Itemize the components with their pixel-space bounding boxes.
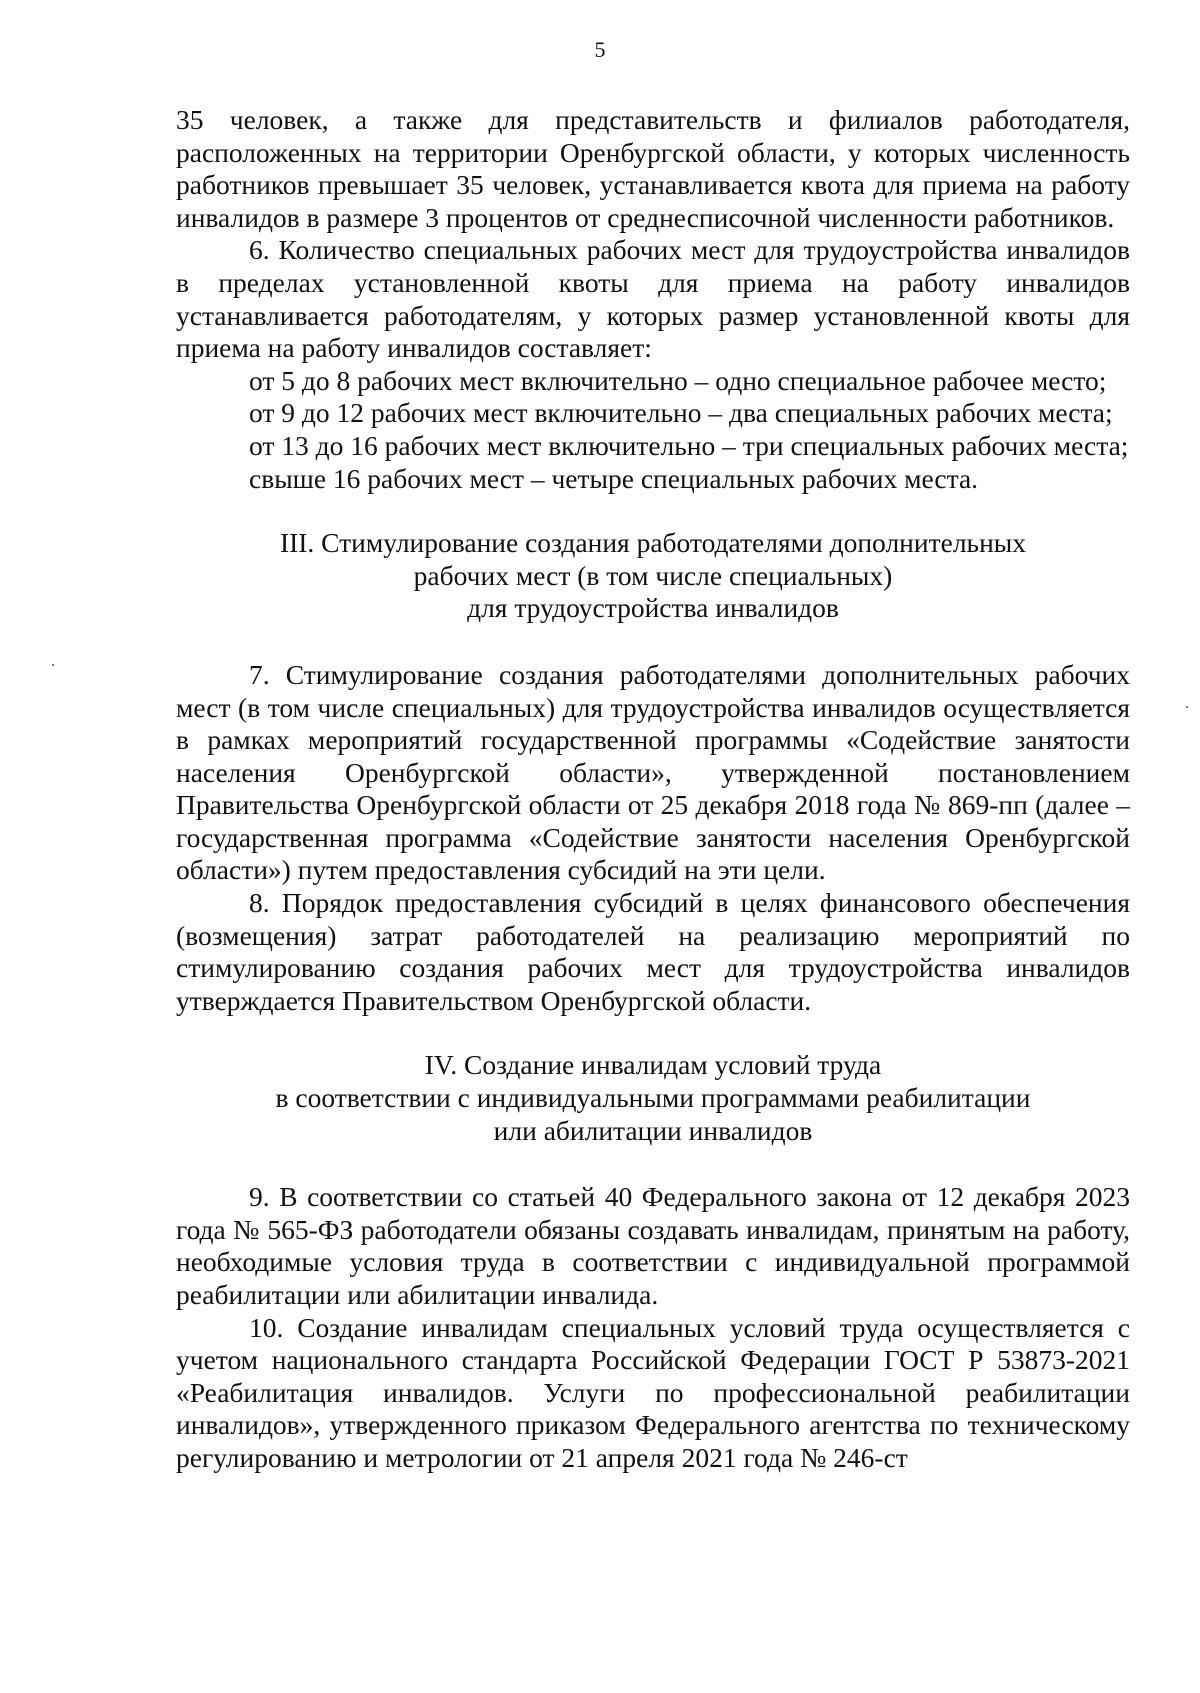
section-heading-3 bbox=[176, 527, 1130, 625]
list-item: свыше 16 рабочих мест – четыре специальных рабочих места. bbox=[249, 462, 979, 494]
list-item: от 9 до 12 рабочих мест включительно – два специальных рабочих места; bbox=[249, 397, 1113, 429]
paragraph-intro: 35 человек, а также для представительств и филиалов работодателя, расположенных на территории Оренбургской области, у которых численность работников превышает 35 человек, устанавливается квота для приема на работу инвалидов в размере 3 процентов от среднесписочной численности работников. bbox=[176, 104, 1130, 233]
heading-line: IV. Создание инвалидам условий труда bbox=[424, 1049, 882, 1081]
section-gap bbox=[176, 495, 1130, 527]
heading-line: или абилитации инвалидов bbox=[493, 1114, 813, 1146]
page-number: 5 bbox=[594, 37, 606, 62]
section-gap bbox=[176, 625, 1130, 659]
paragraph-9: 9. В соответствии со статьей 40 Федерального закона от 12 декабря 2023 года № 565-ФЗ работодатели обязаны создавать инвалидам, принятым на работу, необходимые условия труда в соответствии с индивидуальной программой реабилитации или абилитации инвалида. bbox=[176, 1181, 1130, 1310]
section-heading-4 bbox=[176, 1049, 1130, 1147]
paragraph-8: 8. Порядок предоставления субсидий в целях финансового обеспечения (возмещения) затрат работодателей на реализацию мероприятий по стимулированию создания рабочих мест для трудоустройства инвалидов утверждается Правительством Оренбургской области. bbox=[176, 887, 1130, 1016]
list-item: от 5 до 8 рабочих мест включительно – одно специальное рабочее место; bbox=[249, 364, 1107, 396]
list-item: от 13 до 16 рабочих мест включительно – три специальных рабочих места; bbox=[249, 429, 1129, 461]
section-gap bbox=[176, 1147, 1130, 1181]
document-body bbox=[176, 104, 1130, 1475]
paragraph-7: 7. Стимулирование создания работодателями дополнительных рабочих мест (в том числе специальных) для трудоустройства инвалидов осуществляется в рамках мероприятий государственной программы «Содействие занятости населения Оренбургской области», утвержденной постановлением Правительства Оренбургской области от 25 декабря 2018 года № 869-пп (далее – государственная программа «Содействие занятости населения Оренбургской области») путем предоставления субсидий на эти цели. bbox=[176, 658, 1130, 886]
section-gap bbox=[176, 1017, 1130, 1049]
paragraph-6: 6. Количество специальных рабочих мест для трудоустройства инвалидов в пределах установленной квоты для приема на работу инвалидов устанавливается работодателям, у которых размер установленной квоты для приема на работу инвалидов составляет: bbox=[176, 234, 1130, 364]
scan-speck bbox=[52, 664, 54, 666]
heading-line: в соответствии с индивидуальными программами реабилитации bbox=[275, 1082, 1031, 1114]
heading-line: III. Стимулирование создания работодателями дополнительных bbox=[279, 527, 1027, 559]
heading-line: для трудоустройства инвалидов bbox=[467, 592, 839, 624]
paragraph-10: 10. Создание инвалидам специальных условий труда осуществляется с учетом национального стандарта Российской Федерации ГОСТ Р 53873-2021 «Реабилитация инвалидов. Услуги по профессиональной реабилитации инвалидов», утвержденного приказом Федерального агентства по техническому регулированию и метрологии от 21 апреля 2021 года № 246-ст bbox=[176, 1311, 1130, 1473]
scan-speck bbox=[1186, 706, 1188, 708]
heading-line: рабочих мест (в том числе специальных) bbox=[413, 559, 893, 591]
